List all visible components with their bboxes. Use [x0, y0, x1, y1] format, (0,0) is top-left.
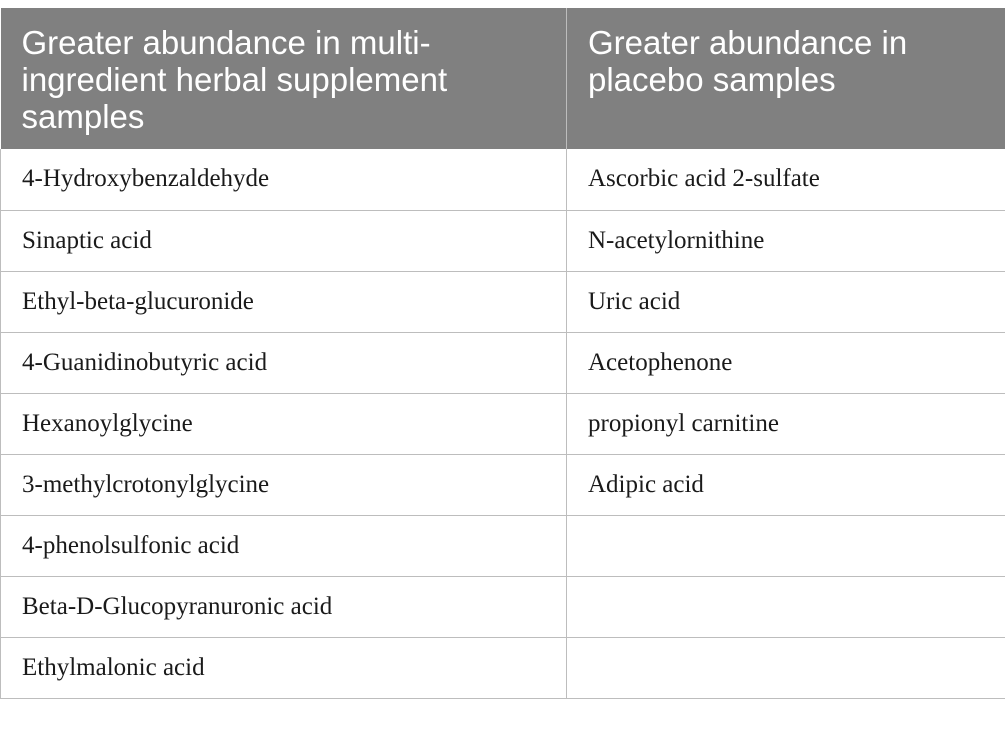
- cell-placebo: Adipic acid: [567, 454, 1005, 515]
- table-body: [1, 149, 1005, 698]
- cell-placebo: Ascorbic acid 2-sulfate: [567, 149, 1005, 210]
- cell-herbal: 4-phenolsulfonic acid: [1, 515, 567, 576]
- cell-herbal: 4-Hydroxybenzaldehyde: [1, 149, 567, 210]
- cell-herbal: Beta-D-Glucopyranuronic acid: [1, 576, 567, 637]
- data-table-container: [0, 8, 1005, 699]
- table-row: [1, 637, 1005, 698]
- cell-placebo: Acetophenone: [567, 332, 1005, 393]
- header-placebo: Greater abundance in placebo samples: [567, 8, 1005, 149]
- cell-placebo: [567, 637, 1005, 698]
- cell-placebo: propionyl carnitine: [567, 393, 1005, 454]
- cell-herbal: Sinaptic acid: [1, 210, 567, 271]
- cell-placebo: [567, 576, 1005, 637]
- header-herbal-supplement: Greater abundance in multi-ingredient herbal supplement samples: [1, 8, 567, 149]
- table-row: [1, 210, 1005, 271]
- metabolite-table: [0, 8, 1005, 699]
- table-row: [1, 576, 1005, 637]
- cell-herbal: Ethyl-beta-glucuronide: [1, 271, 567, 332]
- cell-herbal: 4-Guanidinobutyric acid: [1, 332, 567, 393]
- cell-placebo: Uric acid: [567, 271, 1005, 332]
- table-header: [1, 8, 1005, 149]
- header-row: [1, 8, 1005, 149]
- table-row: [1, 149, 1005, 210]
- table-row: [1, 393, 1005, 454]
- table-row: [1, 515, 1005, 576]
- cell-placebo: [567, 515, 1005, 576]
- table-row: [1, 271, 1005, 332]
- cell-herbal: Hexanoylglycine: [1, 393, 567, 454]
- table-row: [1, 454, 1005, 515]
- cell-placebo: N-acetylornithine: [567, 210, 1005, 271]
- table-row: [1, 332, 1005, 393]
- cell-herbal: Ethylmalonic acid: [1, 637, 567, 698]
- cell-herbal: 3-methylcrotonylglycine: [1, 454, 567, 515]
